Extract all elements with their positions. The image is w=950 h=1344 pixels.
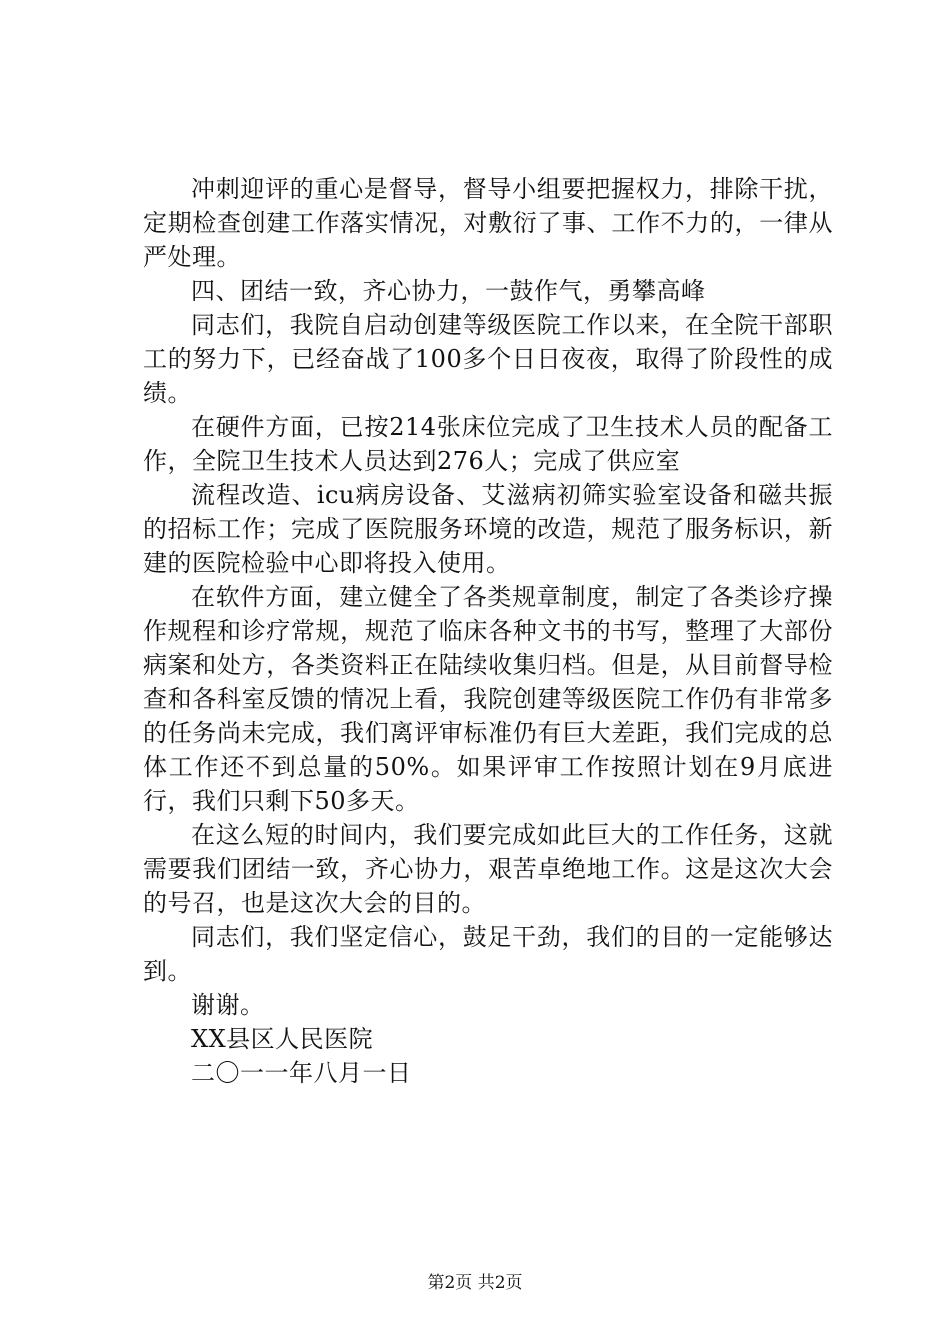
paragraph-progress: 同志们，我院自启动创建等级医院工作以来，在全院干部职工的努力下，已经奋战了100多个日日夜夜，取得了阶段性的成绩。 [143,311,833,407]
paragraph-hardware: 在硬件方面，已按214张床位完成了卫生技术人员的配备工作，全院卫生技术人员达到276人；完成了供应室 [143,413,833,475]
paragraph-confidence: 同志们，我们坚定信心，鼓足干劲，我们的目的一定能够达到。 [143,923,833,985]
document-body [143,172,833,1090]
paragraph-call-to-action: 在这么短的时间内，我们要完成如此巨大的工作任务，这就需要我们团结一致，齐心协力，艰苦卓绝地工作。这是这次大会的号召，也是这次大会的目的。 [143,821,833,917]
signature-organization: XX县区人民医院 [191,1025,374,1053]
closing-thanks: 谢谢。 [191,991,265,1019]
signature-date: 二〇一一年八月一日 [191,1059,412,1087]
paragraph-software: 在软件方面，建立健全了各类规章制度，制定了各类诊疗操作规程和诊疗常规，规范了临床各种文书的书写，整理了大部份病案和处方，各类资料正在陆续收集归档。但是，从目前督导检查和各科室反馈的情况上看，我院创建等级医院工作仍有非常多的任务尚未完成，我们离评审标准仍有巨大差距，我们完成的总体工作还不到总量的50%。如果评审工作按照计划在9月底进行，我们只剩下50多天。 [143,583,833,815]
paragraph-hardware-continued: 流程改造、icu病房设备、艾滋病初筛实验室设备和磁共振的招标工作；完成了医院服务环境的改造，规范了服务标识，新建的医院检验中心即将投入使用。 [143,481,833,577]
section-heading-four: 四、团结一致，齐心协力，一鼓作气，勇攀高峰 [191,277,706,305]
page-number-footer: 第2页 共2页 [427,1273,523,1293]
paragraph-supervision: 冲刺迎评的重心是督导，督导小组要把握权力，排除干扰，定期检查创建工作落实情况，对敷衍了事、工作不力的，一律从严处理。 [143,175,833,271]
